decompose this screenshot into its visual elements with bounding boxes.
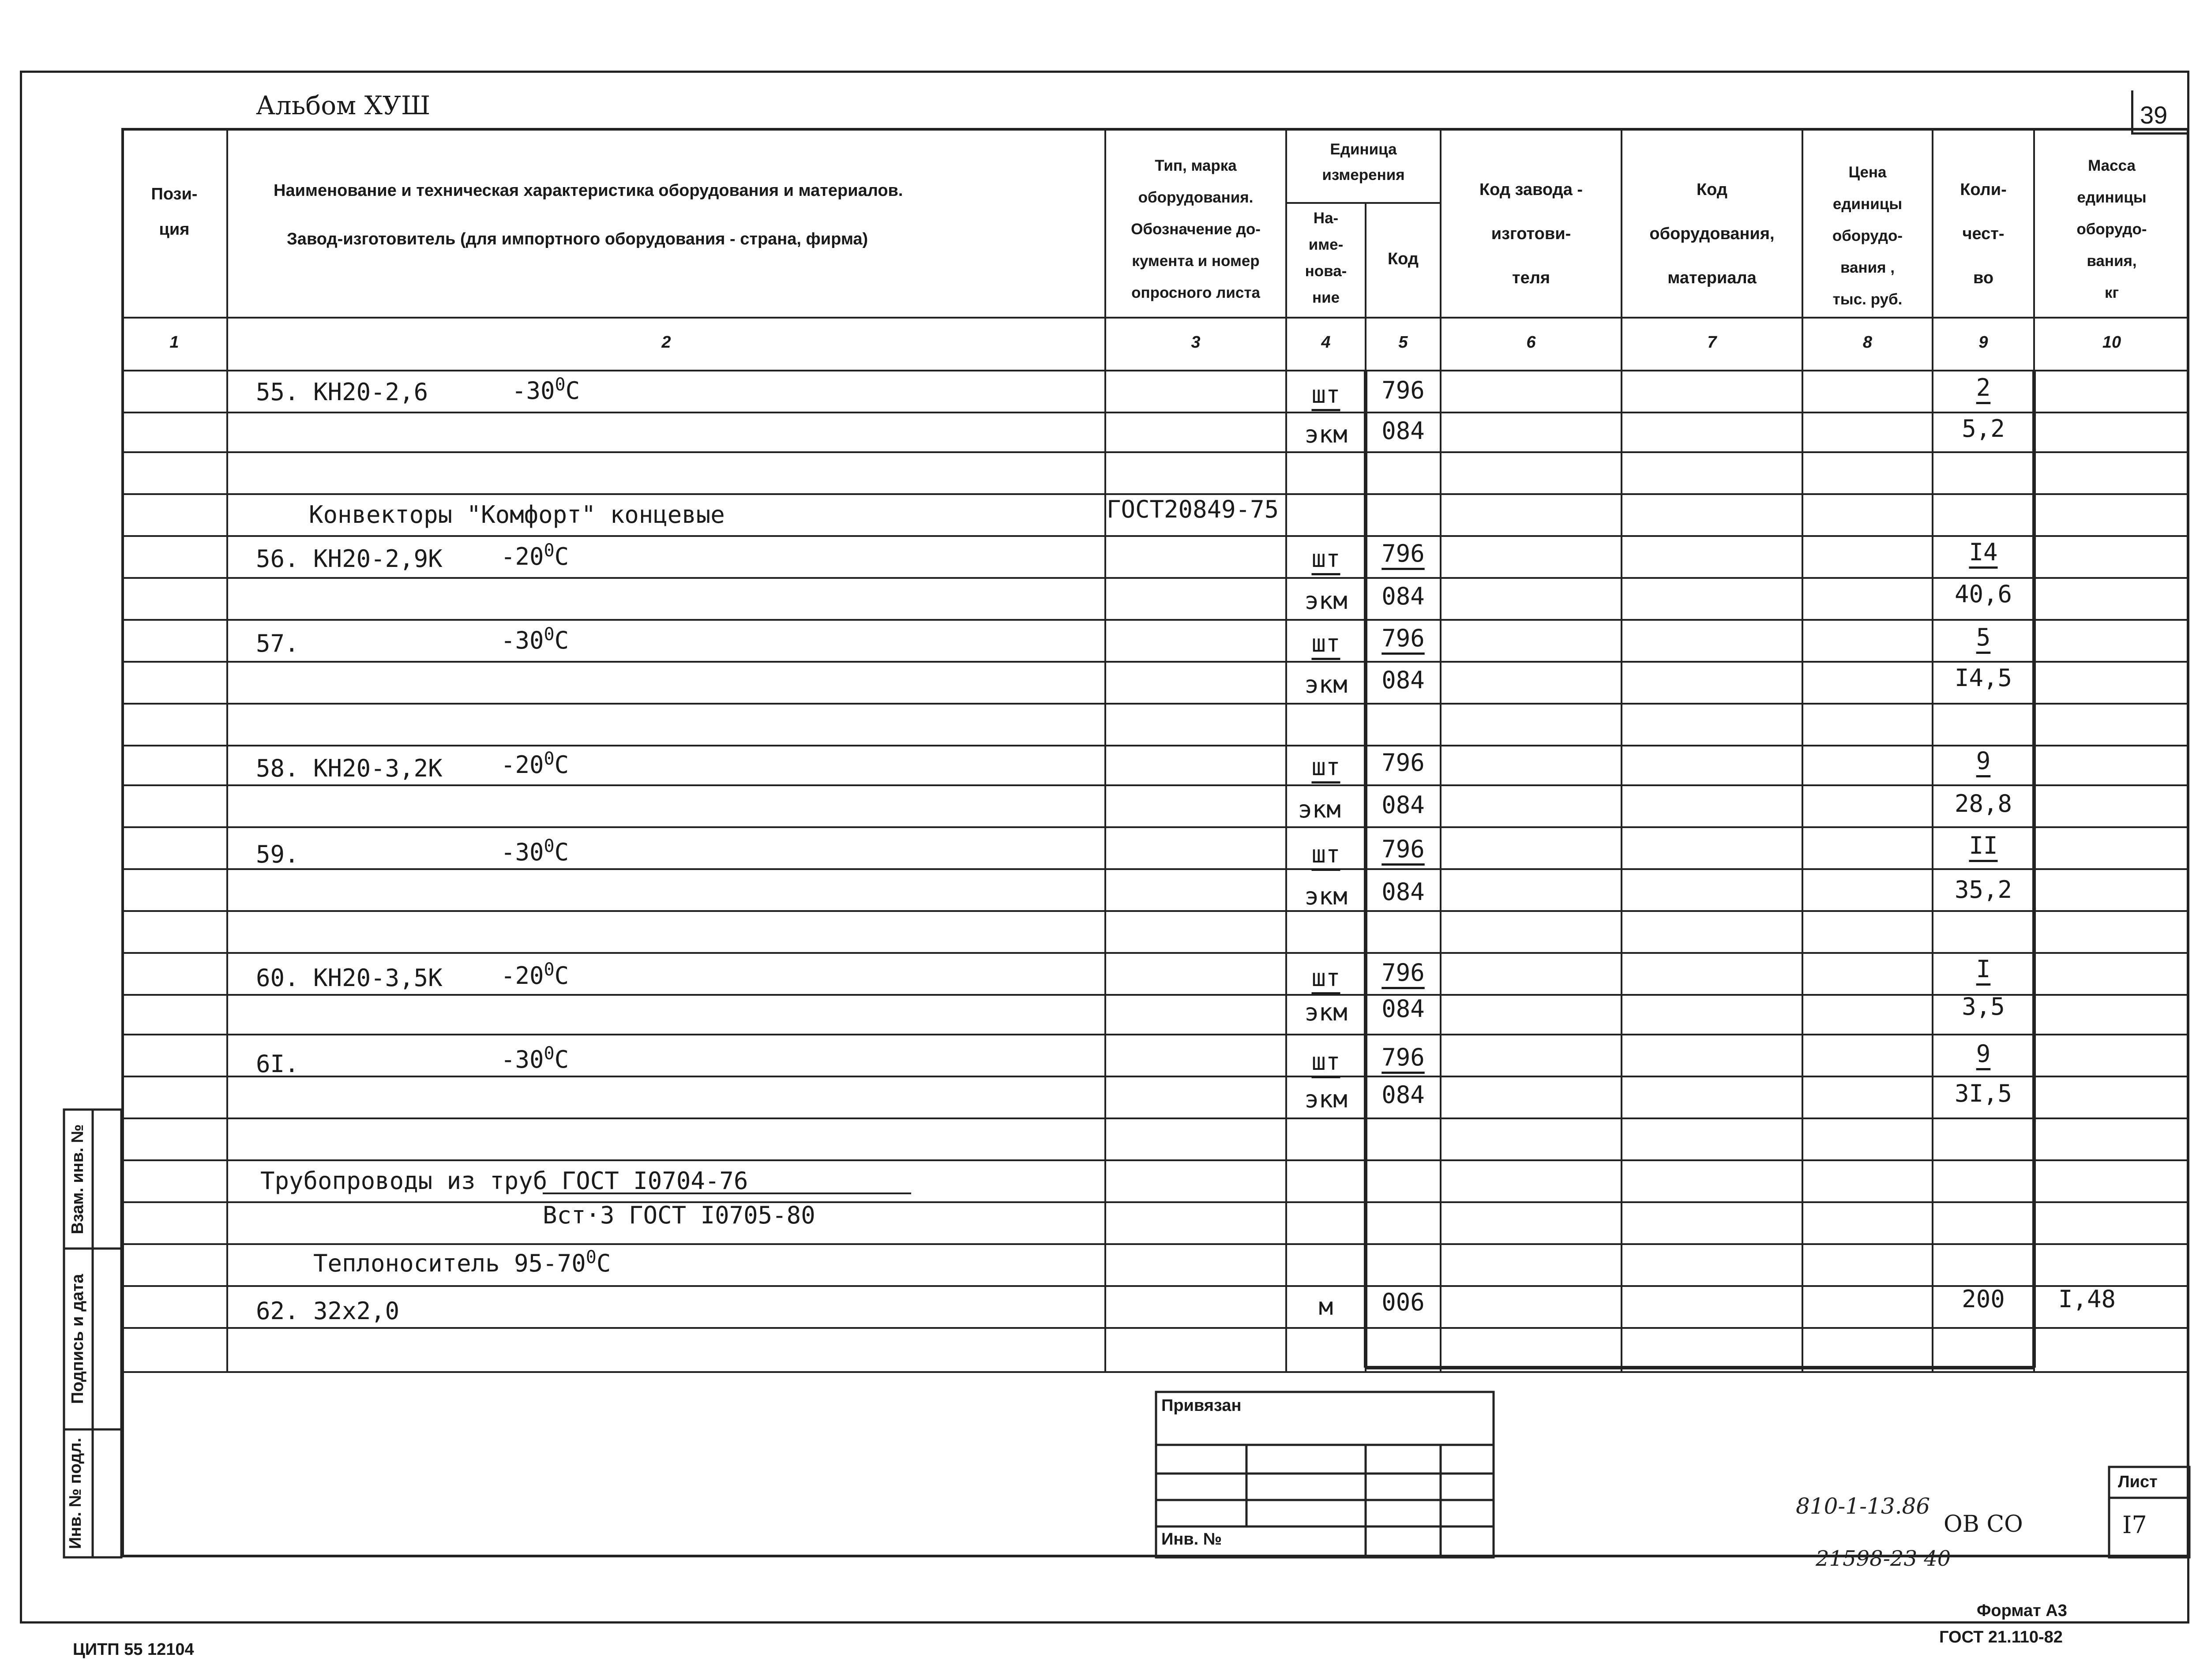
col4-header-line2: име- bbox=[1308, 236, 1344, 253]
row56-temp-value: -20 bbox=[501, 543, 544, 570]
carrier-text: Теплоноситель 95-70 bbox=[313, 1249, 586, 1277]
row57-code2: 084 bbox=[1381, 666, 1425, 694]
col3-header-line3: Обозначение до- bbox=[1131, 221, 1261, 238]
col6-header-line3: теля bbox=[1512, 269, 1550, 287]
row59-code2: 084 bbox=[1381, 878, 1425, 906]
group-convectors-doc: ГОСТ20849-75 bbox=[1107, 495, 1279, 523]
row60-unit2: экм bbox=[1304, 998, 1348, 1026]
col10-header-line5: кг bbox=[2104, 284, 2119, 301]
row60-qty2: 3,5 bbox=[1962, 993, 2005, 1020]
colnum-7: 7 bbox=[1707, 333, 1717, 352]
row57-unit1: шт bbox=[1311, 630, 1340, 657]
row60-c: C bbox=[554, 962, 569, 990]
row59-temp-value: -30 bbox=[501, 838, 544, 866]
row58-name: 58. КН20-3,2К bbox=[256, 754, 443, 782]
col7-header bbox=[1622, 168, 1802, 300]
row57-temp bbox=[501, 626, 569, 652]
row60-qty1: I bbox=[1976, 955, 1991, 983]
row56-qty2: 40,6 bbox=[1954, 580, 2012, 608]
row62-name: 62. 32х2,0 bbox=[256, 1297, 400, 1325]
row59-c: C bbox=[554, 838, 569, 866]
row55-temp bbox=[512, 376, 580, 403]
col10-header-line1: Масса bbox=[2088, 157, 2136, 174]
col9-header-line1: Коли- bbox=[1960, 180, 2007, 199]
row59-qty2: 35,2 bbox=[1954, 876, 2012, 904]
col1-header-line2: ция bbox=[159, 220, 190, 239]
row62-code: 006 bbox=[1381, 1288, 1425, 1316]
row58-temp-value: -20 bbox=[501, 751, 544, 779]
col4-header-line1: На- bbox=[1313, 210, 1339, 227]
row58-code1: 796 bbox=[1381, 749, 1425, 776]
row62-qty: 200 bbox=[1962, 1285, 2005, 1313]
colnum-4: 4 bbox=[1321, 333, 1331, 352]
row57-deg: 0 bbox=[544, 624, 555, 645]
row61-code1: 796 bbox=[1381, 1043, 1425, 1071]
col2-header-line2: Завод-изготовитель (для импортного оборудования - страна, фирма) bbox=[287, 230, 868, 248]
row62-mass: I,48 bbox=[2058, 1285, 2116, 1313]
col4-header bbox=[1286, 205, 1366, 311]
pipes-line2: Вст·3 ГОСТ I0705-80 bbox=[543, 1201, 815, 1229]
col1-header bbox=[121, 176, 227, 247]
side-label-vzam: Взам. инв. № bbox=[68, 1124, 87, 1234]
row60-code2: 084 bbox=[1381, 995, 1425, 1023]
row60-temp-value: -20 bbox=[501, 962, 544, 990]
row60-temp bbox=[501, 961, 569, 988]
row61-code2: 084 bbox=[1381, 1081, 1425, 1109]
side-label-inv: Инв. № подл. bbox=[66, 1437, 85, 1549]
row61-unit1: шт bbox=[1311, 1048, 1340, 1076]
row56-unit2: экм bbox=[1304, 587, 1348, 615]
row56-name: 56. КН20-2,9К bbox=[256, 545, 443, 573]
row61-temp bbox=[501, 1045, 569, 1072]
carrier-deg: 0 bbox=[586, 1247, 597, 1268]
row59-qty1: II bbox=[1969, 832, 1998, 859]
col2-header-line1: Наименование и техническая характеристика оборудования и материалов. bbox=[274, 181, 903, 200]
col10-header-line4: вания, bbox=[2087, 252, 2137, 270]
col6-header bbox=[1441, 168, 1622, 300]
colnum-10: 10 bbox=[2102, 333, 2121, 352]
row56-c: C bbox=[554, 543, 569, 570]
row59-code1: 796 bbox=[1381, 835, 1425, 863]
row55-deg: 0 bbox=[555, 375, 566, 395]
colnum-1: 1 bbox=[169, 333, 179, 352]
row59-unit2: экм bbox=[1304, 882, 1348, 910]
col9-header-line2: чест- bbox=[1962, 225, 2005, 243]
row61-temp-value: -30 bbox=[501, 1046, 544, 1073]
row55-code1: 796 bbox=[1381, 376, 1425, 404]
colnum-5: 5 bbox=[1398, 333, 1408, 352]
row56-qty1: I4 bbox=[1969, 538, 1998, 566]
unit-header bbox=[1286, 137, 1441, 188]
carrier-c: C bbox=[596, 1249, 611, 1277]
row60-deg: 0 bbox=[544, 960, 555, 980]
doc-code: 810-1-13.86 bbox=[1796, 1493, 1930, 1519]
col7-header-line2: оборудования, bbox=[1649, 225, 1775, 243]
row57-qty2: I4,5 bbox=[1954, 664, 2012, 692]
col8-header-line1: Цена bbox=[1848, 164, 1887, 181]
row58-unit2: экм bbox=[1298, 795, 1341, 823]
row56-code1: 796 bbox=[1381, 540, 1425, 567]
col8-header-line2: единицы bbox=[1832, 195, 1903, 213]
row58-qty2: 28,8 bbox=[1954, 790, 2012, 818]
row55-temp-value: -30 bbox=[512, 377, 555, 405]
format-label: Формат А3 bbox=[1977, 1601, 2067, 1620]
col10-header-line2: единицы bbox=[2077, 189, 2147, 206]
col9-header bbox=[1933, 168, 2034, 300]
col10-header bbox=[2034, 150, 2189, 309]
col10-header-line3: оборудо- bbox=[2076, 221, 2147, 238]
row55-unit2: экм bbox=[1304, 420, 1348, 448]
col3-header bbox=[1107, 150, 1284, 309]
row61-deg: 0 bbox=[544, 1043, 555, 1064]
row58-qty1: 9 bbox=[1976, 747, 1991, 775]
row55-qty2: 5,2 bbox=[1962, 415, 2005, 442]
group-convectors: Конвекторы "Комфорт" концевые bbox=[309, 501, 725, 529]
row57-qty1: 5 bbox=[1976, 623, 1991, 651]
pipes-heading bbox=[260, 1169, 748, 1193]
row56-unit1: шт bbox=[1311, 545, 1340, 573]
col7-header-line1: Код bbox=[1696, 180, 1728, 199]
row61-c: C bbox=[554, 1046, 569, 1073]
row57-code1: 796 bbox=[1381, 624, 1425, 652]
col6-header-line2: изготови- bbox=[1491, 225, 1571, 243]
col8-header bbox=[1802, 157, 1933, 315]
col4-header-line4: ние bbox=[1312, 289, 1340, 306]
carrier-heading bbox=[313, 1249, 611, 1275]
row60-unit1: шт bbox=[1311, 964, 1340, 992]
row58-temp bbox=[501, 750, 569, 777]
sheet-label: Лист bbox=[2118, 1473, 2158, 1491]
row59-temp bbox=[501, 837, 569, 864]
col3-header-line1: Тип, марка bbox=[1155, 157, 1237, 174]
unit-header-line2: измерения bbox=[1322, 166, 1405, 184]
doc-suffix: ОВ СО bbox=[1944, 1511, 2023, 1538]
row58-unit1: шт bbox=[1311, 753, 1340, 781]
col8-header-line4: вания , bbox=[1840, 259, 1895, 276]
gost-label: ГОСТ 21.110-82 bbox=[1939, 1628, 2063, 1646]
row57-temp-value: -30 bbox=[501, 626, 544, 654]
pipes-prefix: Трубопроводы из труб bbox=[260, 1167, 548, 1195]
sheet-number: I7 bbox=[2122, 1511, 2147, 1539]
col8-header-line3: оборудо- bbox=[1832, 227, 1903, 244]
row60-code1: 796 bbox=[1381, 959, 1425, 986]
col8-header-line5: тыс. руб. bbox=[1832, 291, 1903, 308]
row57-unit2: экм bbox=[1304, 671, 1348, 698]
row55-name: 55. КН20-2,6 bbox=[256, 378, 428, 406]
row60-name: 60. КН20-3,5К bbox=[256, 964, 443, 992]
row55-c: C bbox=[565, 377, 580, 405]
row58-code2: 084 bbox=[1381, 791, 1425, 819]
col4-header-line3: нова- bbox=[1305, 262, 1347, 280]
row59-unit1: шт bbox=[1311, 840, 1340, 868]
stamp-privyazan: Привязан bbox=[1161, 1396, 1242, 1415]
row57-name: 57. bbox=[256, 630, 299, 657]
row59-name: 59. bbox=[256, 840, 299, 868]
col1-header-line1: Пози- bbox=[151, 185, 198, 203]
row59-deg: 0 bbox=[544, 836, 555, 856]
row62-unit: м bbox=[1318, 1293, 1333, 1320]
col5-header: Код bbox=[1387, 250, 1419, 268]
col9-header-line3: во bbox=[1973, 269, 1994, 287]
row61-unit2: экм bbox=[1304, 1085, 1348, 1113]
colnum-2: 2 bbox=[661, 333, 671, 352]
citp-label: ЦИТП 55 12104 bbox=[73, 1640, 194, 1659]
album-title: Альбом ХУШ bbox=[256, 90, 431, 120]
pipes-gost: ГОСТ I0704-76 bbox=[561, 1167, 748, 1195]
side-label-podpis: Подпись и дата bbox=[68, 1274, 87, 1404]
colnum-6: 6 bbox=[1526, 333, 1536, 352]
col6-header-line1: Код завода - bbox=[1479, 180, 1583, 199]
row58-c: C bbox=[554, 751, 569, 779]
page-number: 39 bbox=[2140, 101, 2168, 129]
colnum-3: 3 bbox=[1191, 333, 1201, 352]
row56-temp bbox=[501, 542, 569, 569]
row55-unit1: шт bbox=[1311, 381, 1340, 409]
row61-qty2: 3I,5 bbox=[1954, 1080, 2012, 1107]
col3-header-line2: оборудования. bbox=[1138, 189, 1254, 206]
handwritten-number: 21598-23 40 bbox=[1816, 1546, 1951, 1571]
row55-code2: 084 bbox=[1381, 417, 1425, 445]
col7-header-line3: материала bbox=[1667, 269, 1757, 287]
row61-qty1: 9 bbox=[1976, 1040, 1991, 1068]
stamp-inv: Инв. № bbox=[1161, 1530, 1222, 1549]
colnum-9: 9 bbox=[1978, 333, 1988, 352]
row56-code2: 084 bbox=[1381, 582, 1425, 610]
row58-deg: 0 bbox=[544, 749, 555, 769]
row55-qty1: 2 bbox=[1976, 374, 1991, 401]
unit-header-line1: Единица bbox=[1330, 141, 1397, 158]
row61-name: 6I. bbox=[256, 1050, 299, 1078]
col3-header-line4: кумента и номер bbox=[1132, 252, 1260, 270]
row57-c: C bbox=[554, 626, 569, 654]
row56-deg: 0 bbox=[544, 540, 555, 561]
col3-header-line5: опросного листа bbox=[1131, 284, 1260, 301]
colnum-8: 8 bbox=[1862, 333, 1873, 352]
